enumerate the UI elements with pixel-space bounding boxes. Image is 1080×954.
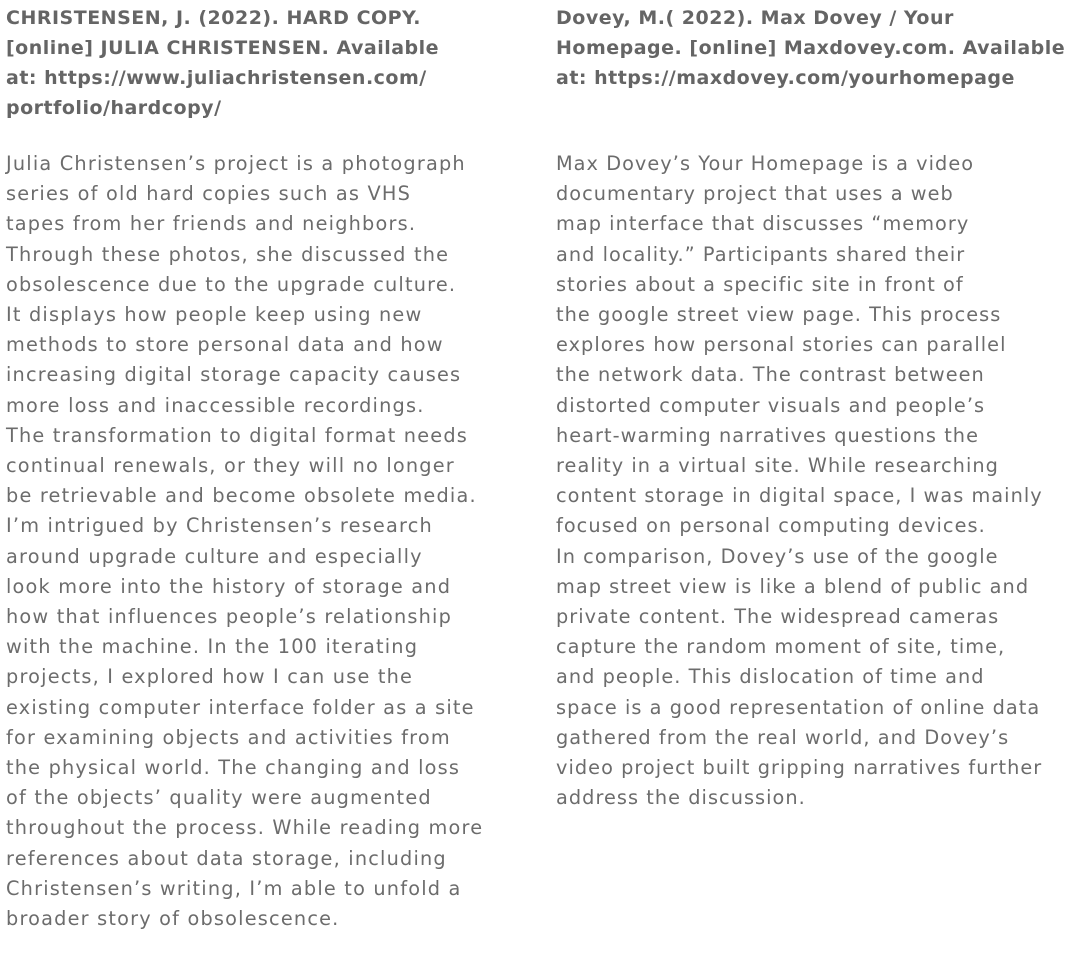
- body-line: video project built gripping narratives further: [556, 756, 1043, 780]
- body-line: references about data storage, including: [6, 846, 447, 870]
- body-line: capture the random moment of site, time,: [556, 635, 1006, 659]
- body-line: private content. The widespread cameras: [556, 605, 1000, 629]
- left-column: [6, 3, 506, 931]
- body-line: continual renewals, or they will no longer: [6, 454, 455, 478]
- citation-line: at: https://maxdovey.com/yourhomepage: [556, 67, 1015, 89]
- body-line: and locality.” Participants shared their: [556, 242, 966, 266]
- body-line: focused on personal computing devices.: [556, 514, 986, 538]
- body-line: stories about a specific site in front of: [556, 272, 964, 296]
- body-line: address the discussion.: [556, 786, 806, 810]
- body-line: space is a good representation of online data: [556, 695, 1041, 719]
- citation-line: Homepage. [online] Maxdovey.com. Available: [556, 37, 1066, 59]
- body-line: for examining objects and activities from: [6, 725, 451, 749]
- body-line: map interface that discusses “memory: [556, 212, 970, 236]
- body-line: I’m intrigued by Christensen’s research: [6, 514, 433, 538]
- body-line: content storage in digital space, I was mainly: [556, 484, 1043, 508]
- citation-dovey: [556, 3, 1076, 93]
- body-line: The transformation to digital format needs: [6, 423, 469, 447]
- body-line: documentary project that uses a web: [556, 182, 954, 206]
- body-line: reality in a virtual site. While researching: [556, 454, 999, 478]
- body-line: map street view is like a blend of public and: [556, 574, 1030, 598]
- body-line: existing computer interface folder as a site: [6, 695, 475, 719]
- body-line: around upgrade culture and especially: [6, 544, 423, 568]
- citation-line: CHRISTENSEN, J. (2022). HARD COPY.: [6, 7, 421, 29]
- commentary-dovey: [556, 149, 1043, 813]
- citation-line: [online] JULIA CHRISTENSEN. Available: [6, 37, 440, 59]
- body-line: gathered from the real world, and Dovey’s: [556, 725, 1010, 749]
- body-line: Julia Christensen’s project is a photograph: [6, 152, 466, 175]
- body-line: It displays how people keep using new: [6, 303, 423, 327]
- body-line: look more into the history of storage and: [6, 574, 452, 598]
- right-column: [556, 3, 1076, 810]
- body-line: of the objects’ quality were augmented: [6, 786, 432, 810]
- body-line: projects, I explored how I can use the: [6, 665, 414, 689]
- body-line: the network data. The contrast between: [556, 363, 985, 387]
- citation-line: Dovey, M.( 2022). Max Dovey / Your: [556, 7, 954, 29]
- body-line: Max Dovey’s Your Homepage is a video: [556, 152, 975, 175]
- body-line: series of old hard copies such as VHS: [6, 182, 412, 206]
- body-line: throughout the process. While reading more: [6, 816, 484, 840]
- body-line: Through these photos, she discussed the: [6, 242, 450, 266]
- body-line: more loss and inaccessible recordings.: [6, 393, 425, 417]
- citation-line: at: https://www.juliachristensen.com/: [6, 67, 427, 89]
- body-line: In comparison, Dovey’s use of the google: [556, 544, 999, 568]
- body-line: be retrievable and become obsolete media.: [6, 484, 477, 508]
- body-line: the google street view page. This process: [556, 303, 1002, 327]
- citation-christensen: [6, 3, 506, 123]
- commentary-christensen: [6, 149, 483, 934]
- body-line: the physical world. The changing and loss: [6, 756, 461, 780]
- body-line: tapes from her friends and neighbors.: [6, 212, 417, 236]
- body-line: explores how personal stories can parallel: [556, 333, 1007, 357]
- body-line: methods to store personal data and how: [6, 333, 444, 357]
- body-line: and people. This dislocation of time and: [556, 665, 985, 689]
- body-line: how that influences people’s relationship: [6, 605, 453, 629]
- citation-line: portfolio/hardcopy/: [6, 97, 222, 119]
- body-line: heart-warming narratives questions the: [556, 423, 979, 447]
- body-line: broader story of obsolescence.: [6, 907, 340, 931]
- body-line: Christensen’s writing, I’m able to unfold a: [6, 876, 462, 900]
- body-line: obsolescence due to the upgrade culture.: [6, 272, 457, 296]
- body-line: increasing digital storage capacity causes: [6, 363, 462, 387]
- body-line: distorted computer visuals and people’s: [556, 393, 986, 417]
- body-line: with the machine. In the 100 iterating: [6, 635, 419, 659]
